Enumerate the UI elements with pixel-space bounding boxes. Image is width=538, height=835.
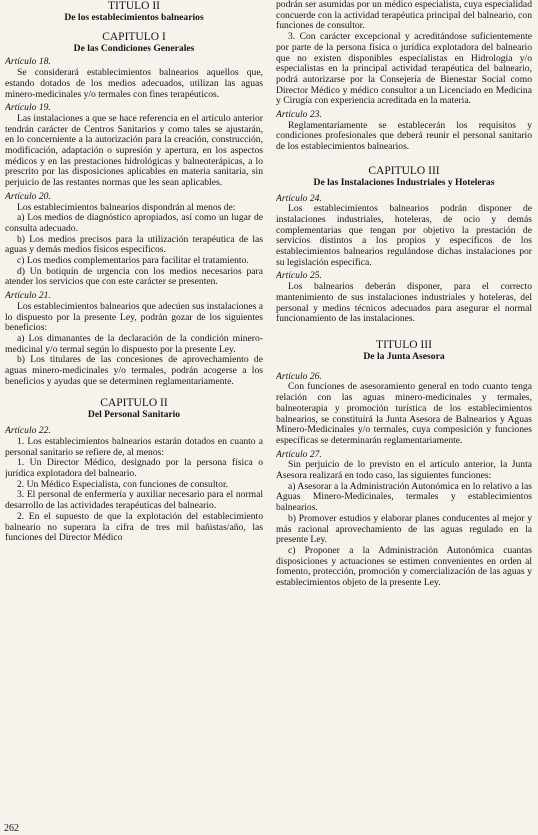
article-number: Artículo 20. [5, 190, 51, 202]
paragraph: b) Los titulares de las concesiones de aprovechamiento de aguas minero-medicinales y/o termales, podrán acogerse a los beneficios y ayudas que se determinen reglamentariamente. [5, 354, 263, 387]
paragraph: 3. El personal de enfermería y auxiliar necesario para el normal desarrollo de las actividades terapéuticas del balneario. [5, 489, 263, 512]
paragraph: 2. Un Médico Especialista, con funciones de consultor. [17, 478, 229, 490]
paragraph: a) Asesorar a la Administración Autonómica en lo relativo a las Aguas Minero-Medicinales, termales y establecimientos balnearios. [276, 480, 532, 514]
article-number: Artículo 23. [276, 109, 322, 121]
titulo-iii-subtitle: De la Junta Asesora [363, 350, 445, 362]
article-number: Artículo 27. [276, 448, 322, 460]
article-number: Artículo 22. [5, 425, 51, 437]
paragraph: Los balnearios deberán disponer, para el correcto mantenimiento de sus instalaciones industriales y hoteleras, del personal y medios técnicos adecuados para asegurar el normal funcionamiento de las instalaciones. [276, 281, 532, 325]
right-column [276, 0, 532, 589]
article-number: Artículo 21. [5, 290, 51, 302]
titulo-ii-heading: TITULO II [107, 0, 161, 12]
spacer [276, 153, 532, 165]
spacer [5, 388, 263, 397]
paragraph: Los establecimientos balnearios que adecúen sus instalaciones a lo dispuesto por la presente Ley, podrán gozar de los siguientes beneficios: [5, 300, 263, 334]
page-number: 262 [4, 823, 19, 835]
capitulo-iii-subtitle: De las Instalaciones Industriales y Hoteleras [313, 176, 495, 188]
article-number: Artículo 24. [276, 192, 322, 204]
spacer [276, 325, 532, 339]
paragraph: 1. Los establecimientos balnearios estarán dotados en cuanto a personal sanitario se refiere de, al menos: [5, 435, 263, 458]
titulo-iii-heading: TITULO III [376, 338, 432, 351]
capitulo-ii-subtitle: Del Personal Sanitario [87, 408, 181, 420]
paragraph: 3. Con carácter excepcional y acreditándose suficientemente por parte de la persona física o jurídica explotadora del balneario que no existen disponibles especialistas en Hidrología y/o especialistas en la principal actividad terapéutica del balneario, podrá autorizarse por la Consejería de Bienestar Social como Director Médico y médico consultor a un Licenciado en Medicina y Cirugía con experiencia acreditada en la materia. [276, 31, 532, 107]
paragraph: c) Los medios complementarios para facilitar el tratamiento. [17, 255, 249, 267]
paragraph: d) Un botiquín de urgencia con los medios necesarios para atender los servicios que con este carácter se presenten. [5, 265, 263, 288]
paragraph: a) Los dimanantes de la declaración de la condición minero-medicinal y/o termal según lo dispuesto por la presente Ley. [5, 332, 263, 355]
capitulo-iii-heading: CAPITULO III [368, 164, 440, 177]
paragraph: Los establecimientos balnearios podrán disponer de instalaciones industriales, hoteleras, de ocio y demás complementarias que tengan por objetivo la prestación de servicios distintos a los propios y específicos de los establecimientos balnearios regulándose dichas instalaciones por su legislación específica. [276, 203, 532, 268]
article-number: Artículo 19. [5, 102, 51, 114]
paragraph: 2. En el supuesto de que la explotación del establecimiento balneario no superara la cifra de tres mil bañistas/año, las funciones del Director Médico [5, 510, 263, 544]
capitulo-i-heading: CAPITULO I [102, 30, 166, 43]
paragraph: b) Promover estudios y elaborar planes conducentes al mejor y más racional aprovechamiento de las aguas regulado en la presente Ley. [276, 512, 532, 546]
spacer [5, 24, 263, 31]
article-number: Artículo 25. [276, 270, 322, 282]
paragraph: c) Proponer a la Administración Autonómica cuantas disposiciones y actuaciones se estimen convenientes en orden al fomento, protección, promoción y comercialización de las aguas y establecimientos objeto de la presente Ley. [276, 544, 532, 589]
capitulo-i-subtitle: De las Condiciones Generales [73, 42, 195, 54]
capitulo-ii-heading: CAPITULO II [100, 396, 168, 409]
paragraph: a) Los medios de diagnóstico apropiados, así como un lugar de consulta adecuado. [5, 212, 263, 234]
paragraph: Reglamentariamente se establecerán los requisitos y condiciones profesionales que deberá reunir el personal sanitario de los establecimientos balnearios. [276, 119, 532, 153]
article-number: Artículo 18. [5, 56, 51, 68]
paragraph: b) Los medios precisos para la utilización terapéutica de las aguas y demás medios físicos específicos. [5, 233, 263, 256]
paragraph: podrán ser asumidas por un médico especialista, cuya especialidad concuerde con la actividad terapéutica principal del balneario, con funciones de consultor. [276, 0, 532, 32]
article-number: Artículo 26. [276, 370, 322, 382]
paragraph: Los establecimientos balnearios dispondrán al menos de: [17, 201, 236, 213]
paragraph: Sin perjuicio de lo previsto en el artículo anterior, la Junta Asesora realizará en todo caso, las siguientes funciones: [276, 459, 532, 482]
left-column [5, 0, 263, 544]
paragraph: Las instalaciones a que se hace referencia en el artículo anterior tendrán carácter de Centros Sanitarios y como tales se ajustarán, en lo concerniente a la autorización para la creación, construcción, modificación, adaptación o supresión y apertura, en los aspectos médicos y en las prestaciones hidrológicas y balneoterápicas, a lo prescrito por las disposiciones aplicables en materia sanitaria, sin perjuicio de las restantes normas que les sean aplicables. [5, 112, 263, 189]
paragraph: Se considerará establecimientos balnearios aquellos que, estando dotados de los medios adecuados, utilizan las aguas minero-medicinales y/o termales con fines terapéuticos. [5, 67, 263, 100]
titulo-ii-subtitle: De los establecimientos balnearios [64, 12, 204, 23]
paragraph: Con funciones de asesoramiento general en todo cuanto tenga relación con las aguas minero-medicinales y termales, balneoterapia y promoción turística de los establecimientos balnearios, se constituirá la Junta Asesora de Balnearios y Aguas Minero-Medicinales y/o termales, cuya composición y funciones específicas se determinarán reglamentariamente. [276, 381, 532, 446]
paragraph: 1. Un Director Médico, designado por la persona física o jurídica explotadora del balneario. [5, 457, 263, 480]
